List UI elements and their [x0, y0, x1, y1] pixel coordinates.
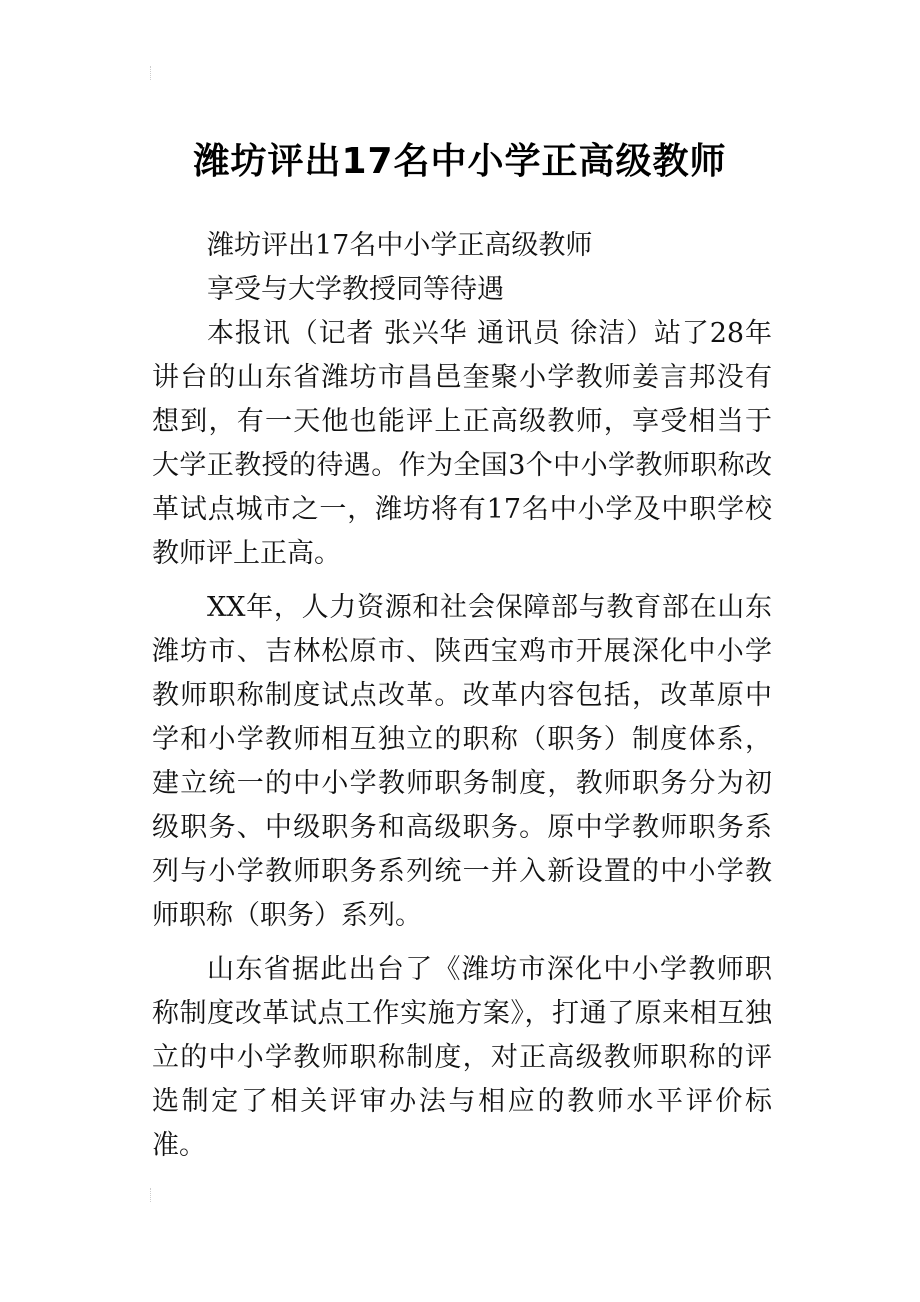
body-paragraph: 山东省据此出台了《潍坊市深化中小学教师职称制度改革试点工作实施方案》，打通了原来相互独立的中小学教师职称制度，对正高级教师职称的评选制定了相关评审办法与相应的教师水平评价标准。: [152, 954, 772, 1161]
body-paragraph: XX年，人力资源和社会保障部与教育部在山东潍坊市、吉林松原市、陕西宝鸡市开展深化中小学教师职称制度试点改革。改革内容包括，改革原中学和小学教师相互独立的职称（职务）制度体系，建立统一的中小学教师职务制度，教师职务分为初级职务、中级职务和高级职务。原中学教师职务系列与小学教师职务系列统一并入新设置的中小学教师职称（职务）系列。: [152, 592, 772, 931]
page-corner-mark-top: [150, 66, 161, 80]
document-body: [152, 224, 772, 1168]
subtitle-line-1: 潍坊评出17名中小学正高级教师: [207, 230, 593, 261]
document-title: 潍坊评出17名中小学正高级教师: [193, 141, 727, 183]
body-paragraph: 本报讯（记者 张兴华 通讯员 徐洁）站了28年讲台的山东省潍坊市昌邑奎聚小学教师姜言邦没有想到，有一天他也能评上正高级教师，享受相当于大学正教授的待遇。作为全国3个中小学教师职称改革试点城市之一，潍坊将有17名中小学及中职学校教师评上正高。: [152, 318, 772, 569]
page-corner-mark-bottom: [150, 1188, 161, 1202]
subtitle-line-2: 享受与大学教授同等待遇: [207, 274, 504, 305]
